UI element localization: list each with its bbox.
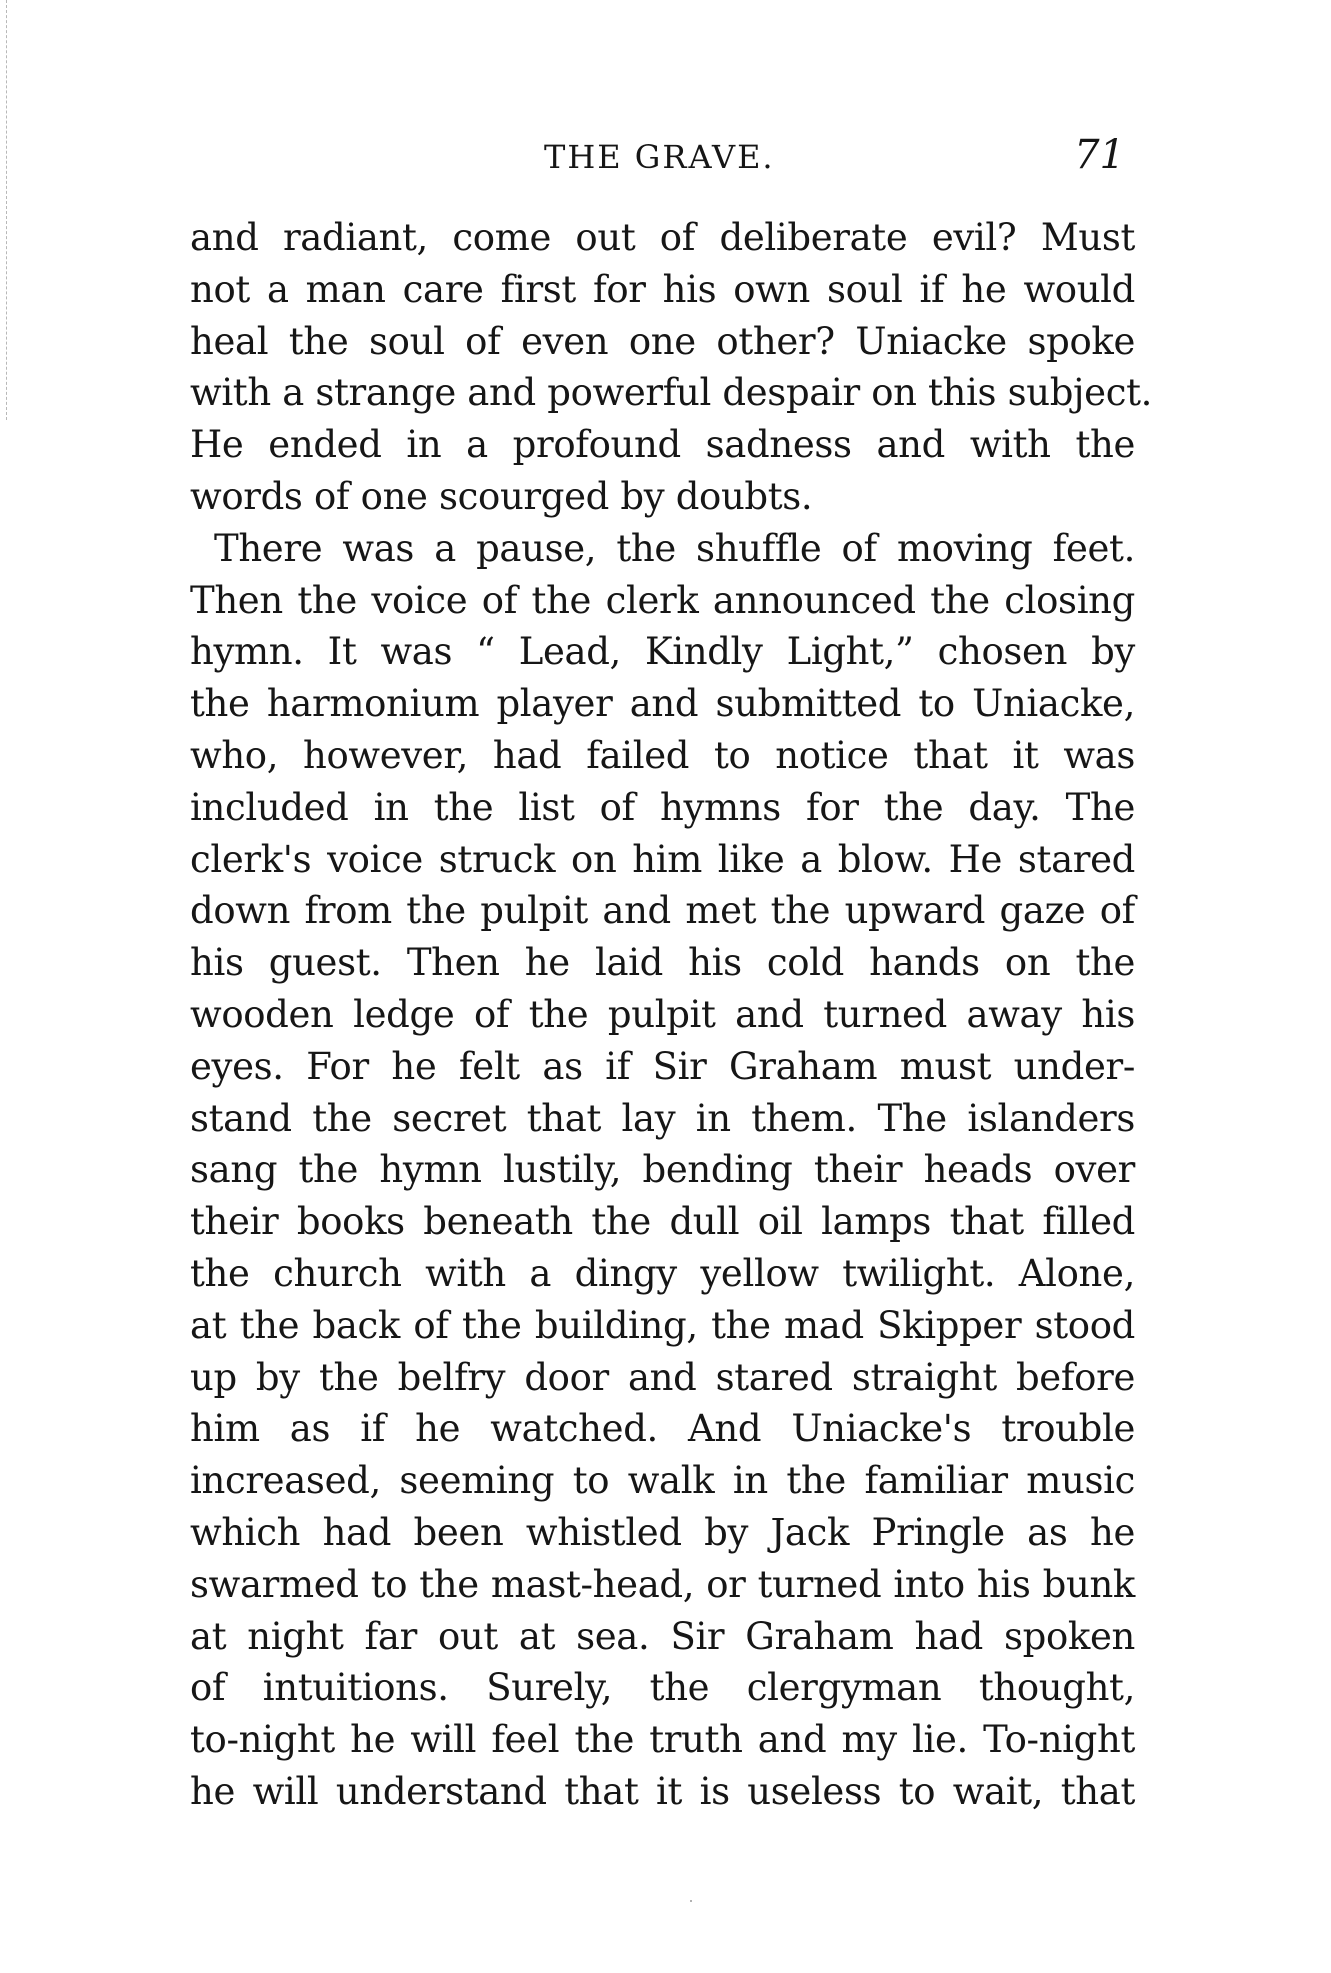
- text-line: the church with a dingy yellow twilight. Alone,: [190, 1251, 1135, 1295]
- text-line: of intuitions. Surely, the clergyman thought,: [190, 1666, 1135, 1710]
- running-title: THE GRAVE.: [544, 138, 775, 176]
- text-line: words of one scourged by doubts.: [190, 474, 813, 518]
- page-number: 71: [1074, 132, 1125, 178]
- text-line: stand the secret that lay in them. The islanders: [190, 1096, 1135, 1140]
- text-line: at the back of the building, the mad Skipper stood: [190, 1303, 1135, 1347]
- text-line: the harmonium player and submitted to Uniacke,: [190, 682, 1135, 726]
- text-line: down from the pulpit and met the upward gaze of: [190, 889, 1135, 933]
- text-line: their books beneath the dull oil lamps that filled: [190, 1200, 1135, 1244]
- text-line: with a strange and powerful despair on this subject.: [190, 371, 1152, 415]
- text-line: which had been whistled by Jack Pringle as he: [190, 1510, 1135, 1554]
- text-line: his guest. Then he laid his cold hands on the: [190, 941, 1135, 985]
- text-line: hymn. It was “ Lead, Kindly Light,” chosen by: [190, 630, 1135, 674]
- text-line: him as if he watched. And Uniacke's trouble: [190, 1407, 1135, 1451]
- text-line: he will understand that it is useless to wait, that: [190, 1769, 1135, 1813]
- text-line: included in the list of hymns for the day. The: [190, 785, 1135, 829]
- text-line: Then the voice of the clerk announced the closing: [190, 578, 1135, 622]
- text-line: and radiant, come out of deliberate evil? Must: [190, 216, 1135, 259]
- text-line: not a man care first for his own soul if he would: [190, 267, 1135, 311]
- text-line: heal the soul of even one other? Uniacke spoke: [190, 319, 1135, 363]
- text-line: There was a pause, the shuffle of moving feet.: [214, 526, 1135, 570]
- text-line: eyes. For he felt as if Sir Graham must under-: [190, 1044, 1135, 1088]
- text-line: He ended in a profound sadness and with the: [190, 423, 1135, 467]
- text-line: increased, seeming to walk in the familiar music: [190, 1459, 1135, 1503]
- scan-edge-mark: [6, 0, 7, 420]
- body-text: [190, 212, 1152, 1818]
- text-line: clerk's voice struck on him like a blow. He stared: [190, 837, 1135, 881]
- text-line: who, however, had failed to notice that it was: [190, 733, 1135, 777]
- text-line: sang the hymn lustily, bending their heads over: [190, 1148, 1135, 1192]
- text-line: to-night he will feel the truth and my lie. To-night: [190, 1718, 1135, 1762]
- text-line: up by the belfry door and stared straight before: [190, 1355, 1135, 1399]
- page-header: [190, 130, 1135, 190]
- print-speck: [690, 1900, 692, 1902]
- text-line: wooden ledge of the pulpit and turned away his: [190, 992, 1135, 1036]
- text-line: at night far out at sea. Sir Graham had spoken: [190, 1614, 1135, 1658]
- text-line: swarmed to the mast-head, or turned into his bunk: [190, 1562, 1135, 1606]
